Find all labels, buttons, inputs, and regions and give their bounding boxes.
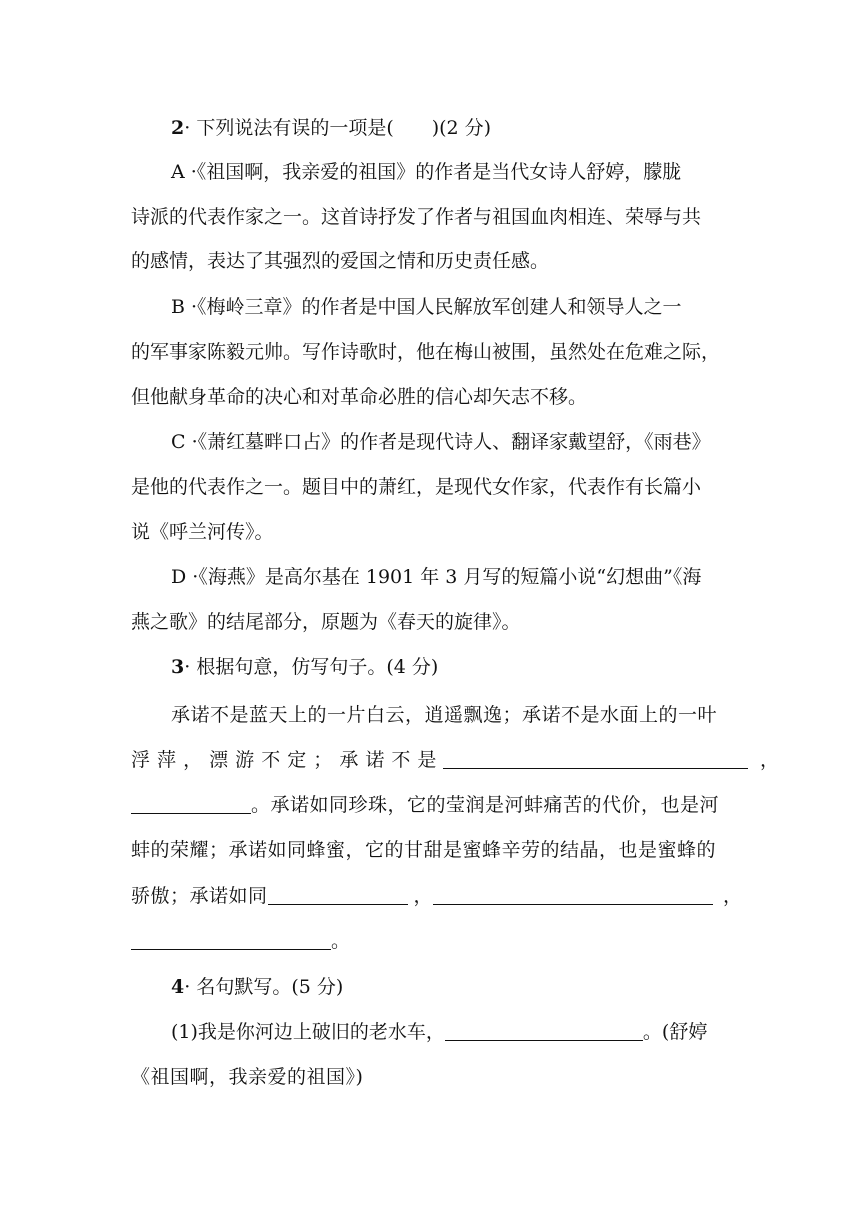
answer-blank-3[interactable] (268, 886, 408, 905)
answer-blank-5[interactable] (131, 931, 331, 950)
question-4-stem (171, 975, 343, 999)
q4-line-2: 《祖国啊，我亲爱的祖国》) (131, 1066, 364, 1088)
option-a-line-1: A ·《祖国啊，我亲爱的祖国》的作者是当代女诗人舒婷，朦胧 (171, 161, 682, 183)
option-a-line-2: 诗派的代表作家之一。这首诗抒发了作者与祖国血肉相连、荣辱与共 (131, 206, 702, 228)
option-d-line-1: D ·《海燕》是高尔基在 1901 年 3 月写的短篇小说“幻想曲”《海 (171, 566, 702, 588)
question-text: · 下列说法有误的一项是( )(2 分) (184, 117, 492, 139)
q4-line-1 (171, 1020, 707, 1044)
question-number: 3 (171, 656, 185, 678)
option-a-line-3: 的感情，表达了其强烈的爱国之情和历史责任感。 (131, 250, 550, 272)
option-b-line-2: 的军事家陈毅元帅。写作诗歌时，他在梅山被围，虽然处在危难之际， (131, 341, 721, 363)
answer-blank-4[interactable] (433, 886, 713, 905)
question-text: · 名句默写。(5 分) (184, 976, 344, 998)
option-c-line-3: 说《呼兰河传》。 (131, 521, 274, 543)
option-c-line-1: C ·《萧红墓畔口占》的作者是现代诗人、翻译家戴望舒，《雨巷》 (171, 431, 711, 453)
q3-line-6-period: 。 (331, 930, 351, 952)
option-c-line-2: 是他的代表作之一。题目中的萧红，是现代女作家，代表作有长篇小 (131, 476, 702, 498)
question-3-stem (171, 655, 438, 679)
q3-line-5 (131, 884, 743, 908)
q3-line-4: 蚌的荣耀；承诺如同蜂蜜，它的甘甜是蜜蜂辛劳的结晶，也是蜜蜂的 (131, 839, 717, 861)
q3-line-2-text: 浮 萍 ， 漂 游 不 定 ； 承 诺 不 是 (131, 749, 437, 771)
q3-line-6 (131, 929, 351, 953)
answer-blank-2[interactable] (131, 795, 251, 814)
question-number: 2 (171, 117, 185, 139)
q3-line-3-text: 。承诺如同珍珠，它的莹润是河蚌痛苦的代价，也是河 (251, 794, 720, 816)
q3-line-1: 承诺不是蓝天上的一片白云，逍遥飘逸；承诺不是水面上的一叶 (171, 704, 718, 726)
question-2-stem (171, 116, 491, 140)
q3-line-2-comma: ， (759, 749, 780, 771)
option-b-line-1: B ·《梅岭三章》的作者是中国人民解放军创建人和领导人之一 (171, 296, 682, 318)
q4-line-1-text: (1)我是你河边上破旧的老水车， (171, 1021, 445, 1043)
option-b-line-3: 但他献身革命的决心和对革命必胜的信心却矢志不移。 (131, 386, 588, 408)
answer-blank-1[interactable] (443, 750, 748, 769)
q3-line-5-comma-2: ， (723, 885, 743, 907)
q3-line-5-comma-1: ， (413, 885, 434, 907)
q3-line-2 (131, 748, 779, 772)
q3-line-5-text: 骄傲；承诺如同 (131, 885, 268, 907)
q4-line-1-source: 。(舒婷 (642, 1021, 708, 1043)
option-d-line-2: 燕之歌》的结尾部分，原题为《春天的旋律》。 (131, 611, 521, 633)
question-text: · 根据句意，仿写句子。(4 分) (184, 656, 439, 678)
q3-line-3 (131, 793, 719, 817)
answer-blank-6[interactable] (445, 1022, 643, 1041)
question-number: 4 (171, 976, 185, 998)
